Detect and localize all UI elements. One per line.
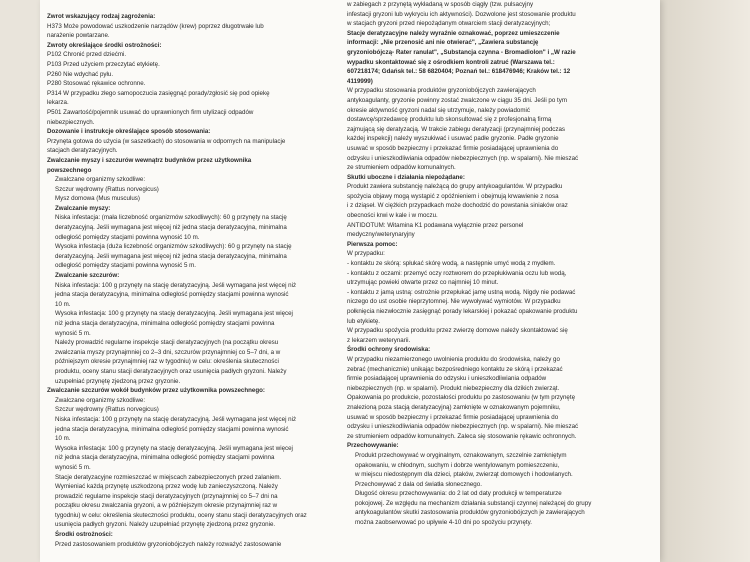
right-text-line: firmie posiadającej uprawnienia do odzysku i unieszkodliwiania odpadów — [347, 375, 547, 383]
right-text-line: utrzymując powieki otwarte przez co najmniej 10 minut. — [347, 279, 499, 287]
left-text-line: Niska infestacja: (mała liczebność organizmów szkodliwych): 60 g przynęty na stację — [55, 214, 287, 222]
right-text-line: antykoagulantów skutki zastosowania produktów gryzoniobójczych je zawierających — [355, 509, 585, 517]
right-text-line: ze strumieniem odpadów komunalnych. Zaleca się stosowanie rękawic ochronnych. — [347, 432, 577, 440]
left-text-line: zwalczania myszy przynajmniej co 2–3 dni, szczurów przynajmniej co 5–7 dni, a w — [55, 348, 281, 356]
right-text-line: znalezioną poza stacją deratyzacyjną) zamknięte w oznakowanym pojemniku, — [347, 403, 561, 411]
right-text-line: połknięcia niezwłocznie zasięgnąć porady lekarskiej i pokazać opakowanie produktu — [347, 308, 578, 315]
left-text-line: późniejszym okresie przynajmniej raz w tygodniu) w celu: określenia skuteczności — [55, 358, 279, 366]
right-text-line: gryzoniobójczą- Rater ranulat", „Substancja czynna - Bromadiolon" i „W razie — [347, 48, 576, 56]
right-text-line: odzysku i unieszkodliwiania odpadów niebezpiecznych (np. w spalarni). Nie mieszać — [347, 154, 579, 162]
right-text-line: spożycia objawy mogą wystąpić z opóźnieniem i obejmują krwawienie z nosa — [347, 192, 559, 200]
right-text-line: 4119999) — [347, 77, 373, 85]
left-text-line: P501 Zawartość/pojemnik usuwać do uprawnionych firm utylizacji odpadów — [47, 108, 254, 116]
left-text-line: Zwalczanie szczurów: — [55, 272, 120, 280]
left-text-line: jedna stacja deratyzacyjna, minimalna odległość pomiędzy stacjami powinna wynosić — [55, 425, 289, 433]
left-text-line: 10 m. — [55, 435, 71, 443]
right-text-line: Środki ochrony środowiska: — [347, 346, 431, 354]
left-text-line: odległość pomiędzy stacjami powinna wynosić 10 m. — [55, 233, 200, 241]
left-text-line: narażenie powtarzane. — [47, 32, 110, 40]
left-text-line: odległość pomiędzy stacjami powinna wynosić 5 m. — [55, 262, 197, 270]
right-text-line: Produkt zawiera substancję należącą do grupy antykoagulantów. W przypadku — [347, 183, 563, 191]
left-text-line: tygodniu) w celu: określenia skuteczności produktu, oceny stanu stacji deratyzacyjnych oraz — [55, 511, 307, 519]
right-text-line: pokojowej. Ze względu na mechanizm działania substancji czynnej należącej do grupy — [355, 499, 592, 507]
left-text-line: Wymieniać każdą przynętę uszkodzoną przez wodę lub zanieczyszczoną. Należy — [55, 483, 278, 491]
left-text-line: Zwalczanie myszy: — [55, 204, 111, 212]
right-text-line: w miejscu niedostępnym dla dzieci, ptaków, zwierząt domowych i hodowlanych. — [355, 471, 573, 479]
right-text-line: - kontaktu ze skórą: spłukać skórę wodą, a następnie umyć wodą z mydłem. — [347, 260, 556, 268]
left-text-line: Wysoka infestacja: 100 g przynęty na stację deratyzacyjną. Jeśli wymagana jest więcej — [55, 310, 293, 318]
right-text-line: Opakowania po produkcie, pozostałości produktu po zastosowaniu (w tym przynętę — [347, 394, 576, 402]
left-text-line: deratyzacyjną. Jeśli wymagana jest więcej niż jedna stacja deratyzacyjna, minimalna — [55, 224, 287, 232]
left-text-line: Zwalczanie myszy i szczurów wewnątrz budynków przez użytkownika — [47, 156, 252, 164]
right-text-line: Przechowywanie: — [347, 442, 399, 450]
left-text-line: uzupełniać przynętę zjedzoną przez gryzonie. — [55, 377, 181, 385]
left-text-line: Dozowanie i instrukcje określające sposób stosowania: — [47, 128, 211, 136]
left-text-line: Szczur wędrowny (Rattus norvegicus) — [55, 406, 159, 414]
right-text-line: - kontaktu z jamą ustną: ostrożnie przepłukać jamę ustną wodą. Nigdy nie podawać — [347, 288, 576, 296]
right-text-line: W przypadku stosowania produktów gryzoniobójczych zawierających — [347, 87, 536, 95]
left-text-line: powszechnego — [47, 166, 92, 174]
left-text-line: 10 m. — [55, 300, 71, 308]
right-text-line: z lekarzem weterynarii. — [347, 336, 411, 344]
right-text-line: każdej inspekcji) należy wyszukiwać i usuwać padłe gryzonie. Padłe gryzonie — [347, 135, 559, 143]
left-text-line: P314 W przypadku złego samopoczucia zasięgnąć porady/zgłosić się pod opiekę — [47, 89, 270, 97]
right-text-line: 607218174; Gdańsk tel.: 58 6820404; Poznań tel.: 618476946; Kraków tel.: 12 — [347, 68, 571, 76]
left-text-line: P103 Przed użyciem przeczytać etykietę. — [47, 60, 160, 68]
right-text-line: medyczny/weterynaryjny — [347, 231, 415, 239]
right-text-line: antykoagulanty, gryzonie powinny zostać zwalczone w ciągu 35 dni. Jeśli po tym — [347, 96, 567, 104]
left-column — [47, 12, 347, 549]
right-text-line: odzysku i unieszkodliwiania odpadów niebezpiecznych (np. w spalarni). Nie mieszać — [347, 423, 579, 431]
left-text-line: prowadzić regularne inspekcje stacji deratyzacyjnych (przynajmniej co 5–7 dni na — [55, 492, 278, 500]
left-text-line: P102 Chronić przed dziećmi. — [47, 51, 127, 59]
right-text-line: niebezpiecznych (np. w spalarni). Produkt niebezpieczny dla dzikich zwierząt. — [347, 384, 560, 392]
right-text-line: Produkt przechowywać w oryginalnym, oznakowanym, szczelnie zamkniętym — [355, 451, 567, 459]
right-text-line: Przechowywać z dala od światła słonecznego. — [355, 480, 482, 488]
left-text-line: P280 Stosować rękawice ochronne. — [47, 80, 146, 88]
right-text-line: niczego do ust osobie nieprzytomnej. Nie wywoływać wymiotów. W przypadku — [347, 298, 561, 306]
right-text-line: usuwać w sposób bezpieczny i przekazać firmie posiadającej uprawnienia do — [347, 144, 559, 152]
left-text-line: Środki ostrożności: — [55, 531, 113, 539]
right-text-line: ANTIDOTUM: Witamina K1 podawana wyłącznie przez personel — [347, 221, 524, 229]
left-text-line: H373 Może powodować uszkodzenie narządów (krew) poprzez długotrwałe lub — [47, 22, 264, 30]
right-column — [347, 0, 659, 528]
right-text-line: W przypadku niezamierzonego uwolnienia produktu do środowiska, należy go — [347, 355, 560, 363]
right-text-line: infestacji gryzoni lub wykryciu ich aktywności). Dozwolone jest stosowanie produktu — [347, 10, 576, 18]
left-text-line: Przed zastosowaniem produktów gryzoniobójczych należy rozważyć zastosowanie — [55, 540, 282, 548]
left-text-line: P260 Nie wdychać pyłu. — [47, 70, 114, 78]
right-text-line: lub etykietę. — [347, 317, 381, 325]
left-text-line: Przynęta gotowa do użycia (w saszetkach) do stosowania w odpornych na manipulacje — [47, 137, 286, 145]
left-text-line: niż jedna stacja deratyzacyjna, minimalna odległość pomiędzy stacjami powinna — [55, 454, 275, 462]
right-text-line: informacji: „Nie przenosić ani nie otwierać", „Zawiera substancję — [347, 39, 539, 47]
right-text-line: usuwać w sposób bezpieczny i przekazać firmie posiadającej uprawnienia do — [347, 413, 559, 421]
left-text-line: wynosić 5 m. — [55, 329, 91, 337]
right-text-line: i z dziąseł. W ciężkich przypadkach może dochodzić do powstania siniaków oraz — [347, 202, 568, 210]
right-text-line: zebrać (mechanicznie) unikając bezpośredniego kontaktu ze skórą i przekazać — [347, 365, 563, 373]
left-text-line: lekarza. — [47, 99, 69, 107]
left-text-line: Stacje deratyzacyjne rozmieszczać w miejscach zabezpieczonych przed zalaniem. — [55, 473, 282, 481]
left-text-line: niebezpiecznych. — [47, 118, 95, 126]
right-text-line: W przypadku: — [347, 250, 385, 258]
right-text-line: - kontaktu z oczami: przemyć oczy roztworem do przepłukiwania oczu lub wodą, — [347, 269, 567, 277]
left-text-line: Należy prowadzić regularne inspekcje stacji deratyzacyjnych (na początku okresu — [55, 339, 279, 347]
right-text-line: ze strumieniem odpadów komunalnych. — [347, 164, 456, 172]
right-text-line: W przypadku spożycia produktu przez zwierzę domowe należy skontaktować się — [347, 327, 568, 335]
right-text-line: dostawcę/sprzedawcę produktu lub skonsultować się z profesjonalną firmą — [347, 116, 552, 124]
left-text-line: Zwalczanie szczurów wokół budynków przez użytkownika powszechnego: — [47, 387, 265, 395]
left-text-line: wynosić 5 m. — [55, 463, 91, 471]
right-text-line: w zabiegach z przynętą wykładaną w sposób ciągły (tzw. pulsacyjny — [347, 1, 534, 8]
right-text-line: zajmującą się deratyzacją. W trakcie zabiegu deratyzacji (przynajmniej podczas — [347, 125, 566, 133]
left-text-line: Szczur wędrowny (Rattus norvegicus) — [55, 185, 159, 193]
left-text-line: stacjach deratyzacyjnych. — [47, 147, 118, 155]
left-text-line: Zwalczane organizmy szkodliwe: — [55, 176, 146, 184]
left-text-line: produktu, oceny stanu stacji deratyzacyjnych oraz usunięcia padłych gryzoni. Należy — [55, 367, 287, 375]
left-text-line: Niska infestacja: 100 g przynęty na stację deratyzacyjną. Jeśli wymagana jest więcej niż — [55, 415, 297, 423]
left-text-line: niż jedna stacja deratyzacyjna, minimalna odległość pomiędzy stacjami powinna — [55, 320, 275, 327]
right-text-line: Długość okresu przechowywania: do 2 lat od daty produkcji w temperaturze — [355, 490, 562, 498]
right-text-line: w stacjach gryzoni przed niepożądanym otwarciem stacji deratyzacyjnych; — [347, 20, 551, 28]
right-text-line: Skutki uboczne i działania niepożądane: — [347, 173, 465, 181]
background-surface — [660, 0, 750, 562]
left-text-line: Niska infestacja: 100 g przynęty na stację deratyzacyjną. Jeśli wymagana jest więcej niż — [55, 281, 297, 289]
right-text-line: wypadku skontaktować się z ośrodkiem kontroli zatruć (Warszawa tel.: — [347, 58, 555, 66]
left-text-line: Wysoka infestacja: 100 g przynęty na stację deratyzacyjną. Jeśli wymagana jest więcej — [55, 444, 293, 452]
left-text-line: Wysoka infestacja (duża liczebność organizmów szkodliwych): 60 g przynęty na stację — [55, 243, 292, 251]
left-text-line: Zwrot wskazujący rodzaj zagrożenia: — [47, 13, 156, 20]
left-text-line: usunięcia padłych gryzoni. Należy uzupełniać przynętę zjedzoną przez gryzonie. — [55, 521, 276, 529]
right-text-line: Stacje deratyzacyjne należy wyraźnie oznakować, poprzez umieszczenie — [347, 29, 560, 37]
left-text-line: początku okresu zwalczania gryzoni, a w późniejszym okresie przynajmniej raz w — [55, 502, 278, 510]
right-text-line: obecności krwi w kale i w moczu. — [347, 212, 438, 220]
left-text-line: Zwroty określające środki ostrożności: — [47, 41, 162, 49]
left-text-line: deratyzacyjną. Jeśli wymagana jest więcej niż jedna stacja deratyzacyjna, minimalna — [55, 252, 287, 260]
left-text-line: jedna stacja deratyzacyjna, minimalna odległość pomiędzy stacjami powinna wynosić — [55, 291, 289, 299]
right-text-line: Pierwsza pomoc: — [347, 240, 398, 248]
right-text-line: okresie aktywność gryzoni nadal się utrzymuje, należy powiadomić — [347, 106, 530, 114]
left-text-line: Mysz domowa (Mus musculus) — [55, 195, 140, 203]
right-text-line: można zaobserwować po upływie 4-10 dni po spożyciu przynęty. — [355, 519, 533, 527]
left-text-line: Zwalczane organizmy szkodliwe: — [55, 396, 146, 404]
right-text-line: opakowaniu, w chłodnym, suchym i dobrze wentylowanym pomieszczeniu, — [355, 461, 560, 469]
